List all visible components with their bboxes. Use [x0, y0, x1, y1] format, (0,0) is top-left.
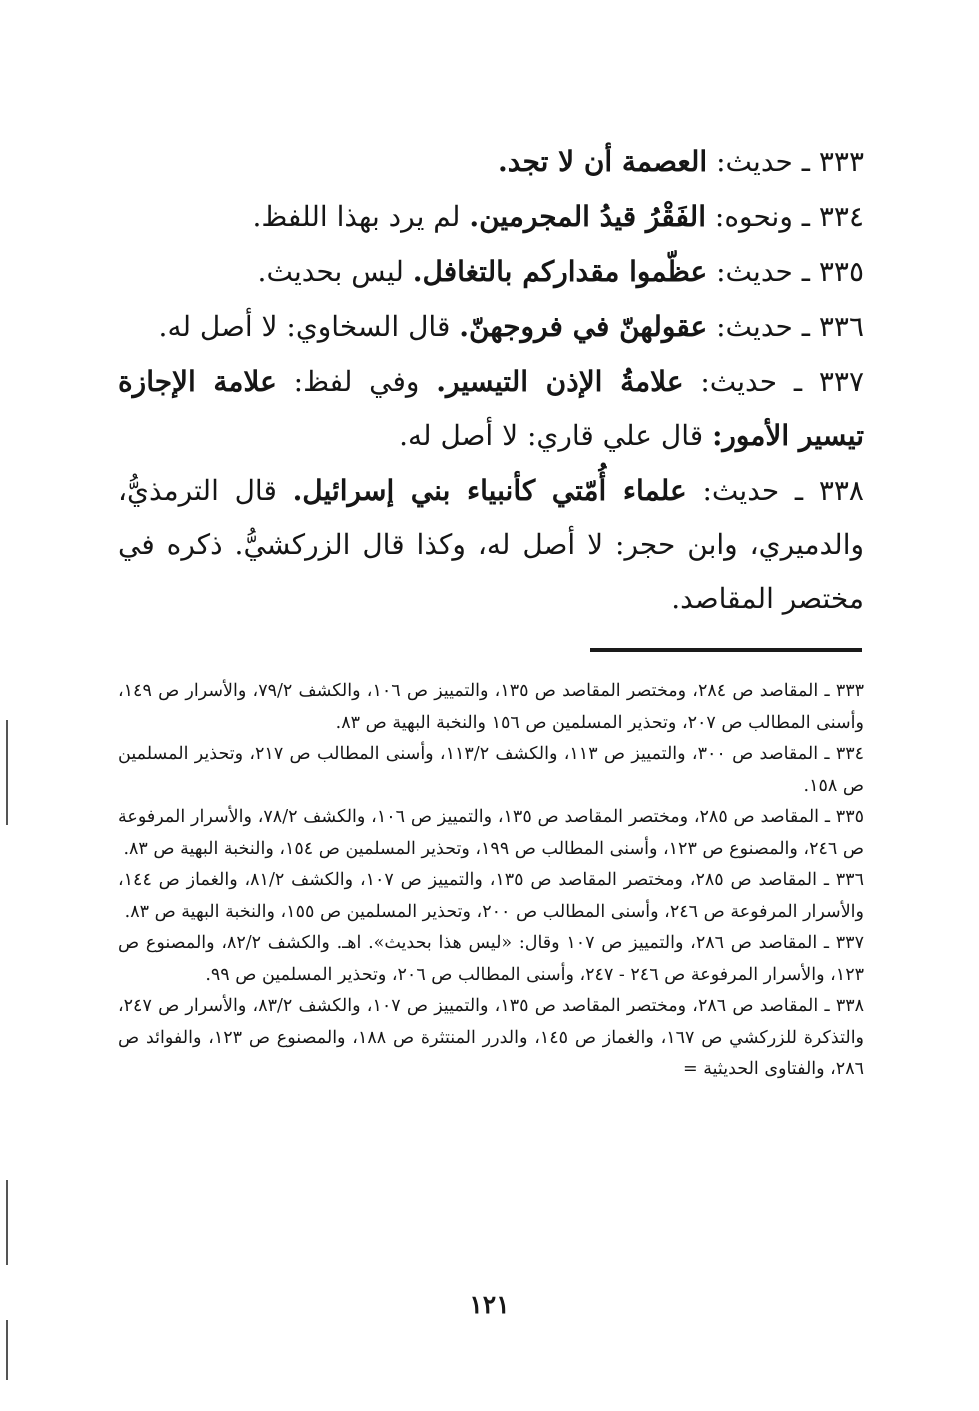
- hadith-text: العصمة أن لا تجد.: [498, 145, 708, 178]
- entry-number: ٣٣٨: [818, 474, 864, 507]
- hadith-text: علامةُ الإذن التيسير.: [436, 365, 684, 398]
- entry-intro: ـ حديث:: [716, 145, 810, 178]
- footnote-text: ـ المقاصد ص ٣٠٠، والتمييز ص ١١٣، والكشف ١١٣/٢، وأسنى المطالب ص ٢١٧، وتحذير المسلمين ص ١٥٨.: [118, 744, 864, 796]
- entry-verdict: لم يرد بهذا اللفظ.: [252, 200, 461, 233]
- entry-336: [118, 300, 864, 354]
- entry-intro: ـ حديث:: [716, 255, 810, 288]
- scan-edge-line: [6, 720, 8, 825]
- hadith-text: علماء أُمّتي كأنبياء بني إسرائيل.: [292, 474, 687, 507]
- entry-333: [118, 135, 864, 189]
- footnote-text: ـ المقاصد ص ٢٨٦، ومختصر المقاصد ص ١٣٥، والتمييز ص ١٠٧، والكشف ٨٣/٢، والأسرار ص ٢٤٧، والتذكرة للزركشي ص ١٦٧، والغماز ص ١٤٥، والدرر المنتثرة ص ١٨٨، والمصنوع ص ١٢٣، والفوائد ص ٢٨٦، والفتاوى الحديثية =: [118, 996, 865, 1079]
- entry-number: ٣٣٥: [818, 255, 864, 288]
- entry-intro: ـ حديث:: [716, 310, 810, 343]
- page-number: ١٢١: [469, 1290, 510, 1319]
- entry-337: [118, 355, 864, 463]
- scan-edge-line: [6, 1320, 8, 1380]
- entry-intro: ـ حديث:: [700, 365, 803, 398]
- footnote-number: ٣٣٨: [835, 996, 865, 1016]
- footnote-number: ٣٣٦: [835, 870, 864, 890]
- entry-verdict: قال السخاوي: لا أصل له.: [158, 310, 451, 343]
- entry-intro: ـ حديث:: [702, 474, 804, 507]
- entry-number: ٣٣٣: [818, 145, 864, 178]
- hadith-variant: علامة الإجازة تيسير الأمور:: [118, 365, 864, 452]
- entry-335: [118, 245, 864, 299]
- entry-verdict: ليس بحديث.: [257, 255, 404, 288]
- footnote-337: [118, 928, 864, 991]
- footnote-text: ـ المقاصد ص ٢٨٥، ومختصر المقاصد ص ١٣٥، والتمييز ص ١٠٧، والكشف ٨١/٢، والغماز ص ١٤٤، والأسرار المرفوعة ص ٢٤٦، وأسنى المطالب ص ٢٠٠، وتحذير المسلمين ص ١٥٥، والنخبة البهية ص ٨٣.: [118, 870, 864, 922]
- entry-number: ٣٣٧: [818, 365, 864, 398]
- footnote-number: ٣٣٥: [835, 807, 864, 827]
- footnote-338: [118, 991, 864, 1086]
- footnotes: [118, 676, 864, 1086]
- entry-verdict: قال علي قاري: لا أصل له.: [399, 419, 704, 452]
- entry-number: ٣٣٦: [818, 310, 864, 343]
- footnote-number: ٣٣٣: [835, 681, 865, 701]
- footnote-separator: [590, 648, 862, 652]
- footnote-number: ٣٣٤: [835, 744, 865, 764]
- scan-edge-line: [6, 1180, 8, 1265]
- hadith-text: عظّموا مقداركم بالتغافل.: [412, 255, 708, 288]
- footnote-336: [118, 865, 864, 928]
- footnote-text: ـ المقاصد ص ٢٨٥، ومختصر المقاصد ص ١٣٥، والتمييز ص ١٠٦، والكشف ٧٨/٢، والأسرار المرفوعة ص ٢٤٦، والمصنوع ص ١٢٣، وأسنى المطالب ص ١٩٩، وتحذير المسلمين ص ١٥٤، والنخبة البهية ص ٨٣.: [118, 807, 864, 859]
- entry-verdict: قال الترمذيُّ، والدميري، وابن حجر: لا أصل له، وكذا قال الزركشيُّ. ذكره في مختصر المقاصد.: [118, 474, 864, 615]
- entry-338: [118, 464, 864, 626]
- footnote-text: ـ المقاصد ص ٢٨٦، والتمييز ص ١٠٧ وقال: «ليس هذا بحديث». اهـ. والكشف ٨٢/٢، والمصنوع ص ١٢٣، والأسرار المرفوعة ص ٢٤٦ - ٢٤٧، وأسنى المطالب ص ٢٠٦، وتحذير المسلمين ص ٩٩.: [118, 933, 864, 985]
- main-text: [118, 135, 864, 627]
- entry-intro: ـ ونحوه:: [714, 200, 810, 233]
- entry-variant-intro: وفي لفظ:: [293, 365, 420, 398]
- entry-334: [118, 190, 864, 244]
- footnote-335: [118, 802, 864, 865]
- footnote-333: [118, 676, 864, 739]
- hadith-text: عقولهنّ في فروجهنّ.: [459, 310, 708, 343]
- footnote-number: ٣٣٧: [835, 933, 864, 953]
- entry-number: ٣٣٤: [818, 200, 864, 233]
- hadith-text: الفَقْرُ قيدُ المجرمين.: [469, 200, 706, 233]
- footnote-334: [118, 739, 864, 802]
- footnote-text: ـ المقاصد ص ٢٨٤، ومختصر المقاصد ص ١٣٥، والتمييز ص ١٠٦، والكشف ٧٩/٢، والأسرار ص ١٤٩، وأسنى المطالب ص ٢٠٧، وتحذير المسلمين ص ١٥٦ والنخبة البهية ص ٨٣.: [118, 681, 864, 733]
